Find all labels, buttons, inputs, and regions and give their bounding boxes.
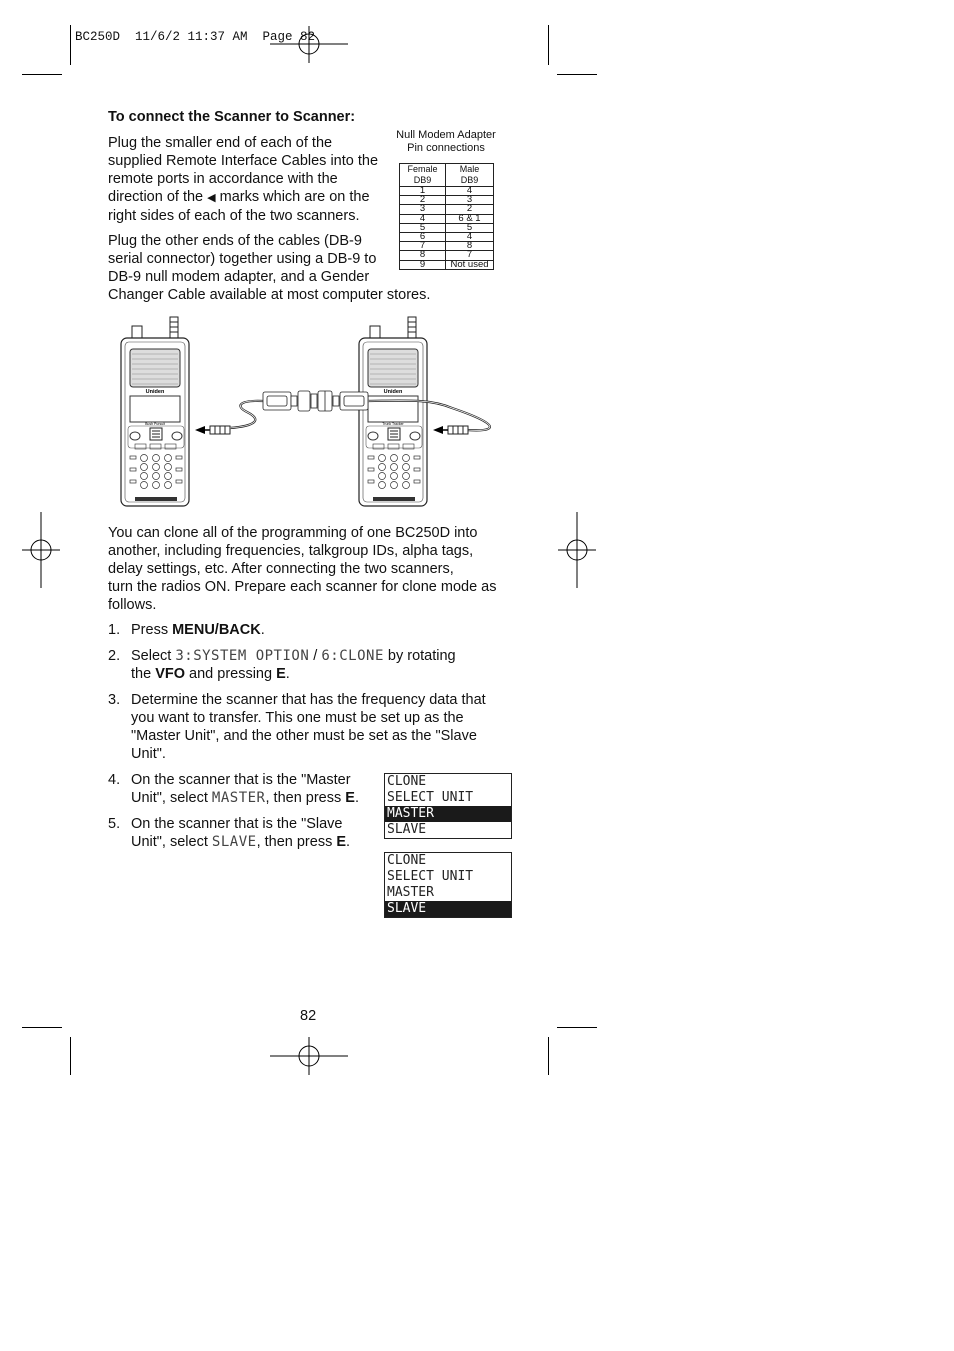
lcd-line: SELECT UNIT (387, 790, 474, 805)
female-header: Female DB9 (400, 164, 446, 187)
table-row: 2 3 (400, 196, 494, 205)
lcd-system-option: 3:SYSTEM OPTION (175, 648, 310, 664)
table-row: 3 2 (400, 205, 494, 214)
lcd-slave: SLAVE (211, 834, 257, 850)
page-number: 82 (300, 1008, 317, 1024)
menu-back-key: MENU/BACK (172, 622, 261, 638)
lcd-screen-slave (384, 852, 512, 918)
section-title: To connect the Scanner to Scanner: (108, 109, 356, 125)
male-header: Male DB9 (446, 164, 494, 187)
table-row: 6 4 (400, 233, 494, 242)
lcd-clone: 6:CLONE (321, 648, 384, 664)
table-row: 9 Not used (400, 260, 494, 269)
left-scanner-label: Bush Pursuit (145, 422, 165, 426)
lcd-line: MASTER (387, 885, 434, 900)
step-2: 2. Select 3:SYSTEM OPTION / 6:CLONE by rotating the VFO and pressing E. (108, 648, 456, 682)
intro-paragraph-2: Plug the other ends of the cables (DB-9 serial connector) together using a DB-9 to DB-9 null modem adapter, and a Gender Changer Cable available at most computer stores. (108, 233, 431, 303)
table-row: 7 8 (400, 242, 494, 251)
lcd-line: CLONE (387, 774, 427, 789)
print-header: BC250D 11/6/2 11:37 AM Page 82 (75, 30, 316, 44)
lcd-master: MASTER (211, 790, 266, 806)
step-3: 3. Determine the scanner that has the frequency data that you want to transfer. This one must be set up as the "Master Unit", and the other must be set as the "Slave Unit". (108, 692, 486, 762)
clone-intro-paragraph: You can clone all of the programming of one BC250D into another, including frequencies, talkgroup IDs, alpha tags, delay settings, etc. After connecting the two scanners, turn the radios ON. Prepare each scanner for clone mode as follows. (108, 525, 497, 613)
scanner-connection-figure (115, 312, 515, 512)
table-header-row (400, 164, 494, 187)
adapter-caption: Null Modem Adapter Pin connections (396, 129, 496, 154)
db9-connector-chain (263, 391, 368, 411)
lcd-screen-master (384, 773, 512, 839)
lcd-line: SLAVE (387, 822, 427, 837)
lcd-line-selected: MASTER (385, 806, 511, 822)
pin-connection-table (399, 163, 494, 270)
left-scanner-brand: Uniden (145, 389, 165, 395)
table-row: 1 4 (400, 187, 494, 196)
left-arrow-icon: ◀ (207, 192, 216, 204)
step-4: 4. On the scanner that is the "Master Unit", select MASTER, then press E. (108, 772, 359, 806)
right-cable-plug (433, 426, 468, 434)
lcd-line: CLONE (387, 853, 427, 868)
right-scanner-brand: Uniden (383, 389, 403, 395)
intro-paragraph-1: Plug the smaller end of each of the supplied Remote Interface Cables into the remote ports in accordance with the direction of the ◀ marks which are on the right sides of each of the two scanners. (108, 135, 379, 224)
lcd-line: SELECT UNIT (387, 869, 474, 884)
left-cable-plug (195, 426, 230, 434)
table-row: 8 7 (400, 251, 494, 260)
lcd-line-selected: SLAVE (385, 901, 511, 917)
step-1: 1. Press MENU/BACK. (108, 622, 265, 638)
table-row: 4 6 & 1 (400, 214, 494, 223)
step-5: 5. On the scanner that is the "Slave Unit", select SLAVE, then press E. (108, 816, 351, 850)
right-scanner-label: Trunk Tracker (382, 422, 404, 426)
table-row: 5 5 (400, 223, 494, 232)
